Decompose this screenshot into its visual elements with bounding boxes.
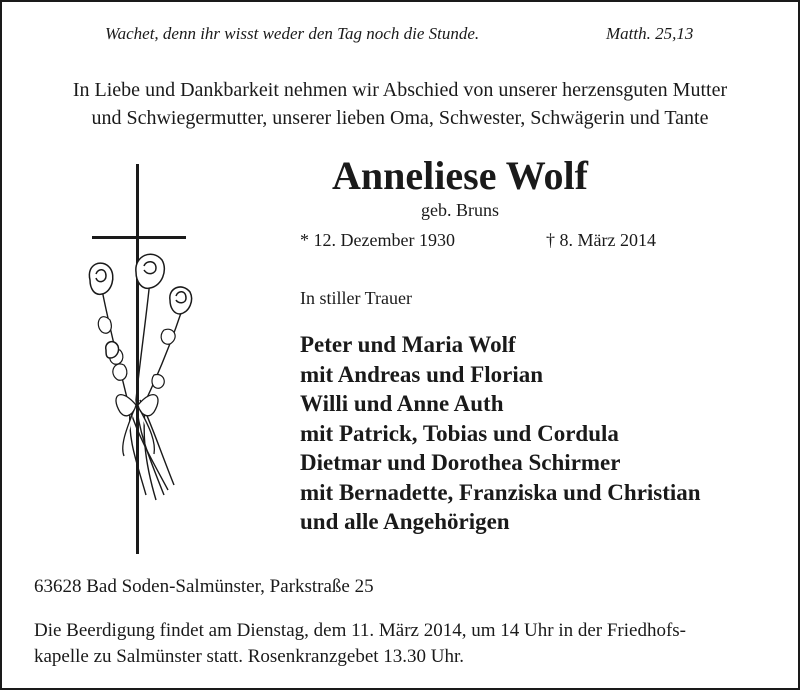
death-date: † 8. März 2014: [546, 230, 656, 250]
intro-text: [20, 76, 780, 132]
funeral-notice: [34, 618, 774, 670]
family-address: 63628 Bad Soden-Salmünster, Parkstraße 25: [34, 576, 374, 597]
deceased-name: Anneliese Wolf: [332, 153, 588, 198]
relatives-line: Willi und Anne Auth: [300, 391, 504, 416]
bible-reference: Matth. 25,13: [606, 24, 694, 43]
cross-with-roses-icon: [80, 160, 210, 560]
birth-date: * 12. Dezember 1930: [300, 230, 455, 250]
relatives-line: mit Bernadette, Franziska und Christian: [300, 479, 701, 505]
intro-line-2: und Schwiegermutter, unserer lieben Oma, Schwester, Schwägerin und Tante: [91, 107, 709, 129]
funeral-line-1: Die Beerdigung findet am Dienstag, dem 11. März 2014, um 14 Uhr in der Friedhofs-: [34, 620, 687, 641]
relatives-line: und alle Angehörigen: [300, 509, 510, 534]
relatives-line: Dietmar und Dorothea Schirmer: [300, 450, 621, 475]
funeral-line-2: kapelle zu Salmünster statt. Rosenkranzgebet 13.30 Uhr.: [34, 646, 465, 667]
intro-line-1: In Liebe und Dankbarkeit nehmen wir Abschied von unserer herzensguten Mutter: [72, 79, 728, 101]
birth-name: geb. Bruns: [421, 200, 499, 220]
bible-verse: Wachet, denn ihr wisst weder den Tag noch die Stunde.: [105, 24, 480, 43]
relatives-line: mit Andreas und Florian: [300, 361, 544, 387]
relatives-line: mit Patrick, Tobias und Cordula: [300, 420, 619, 446]
relatives-list: [300, 330, 701, 537]
cross-horizontal-beam: [92, 236, 186, 239]
rose-stems: [102, 280, 182, 500]
mourning-label: In stiller Trauer: [300, 288, 412, 308]
relatives-line: Peter und Maria Wolf: [300, 332, 516, 357]
cross-vertical-beam: [136, 164, 139, 554]
